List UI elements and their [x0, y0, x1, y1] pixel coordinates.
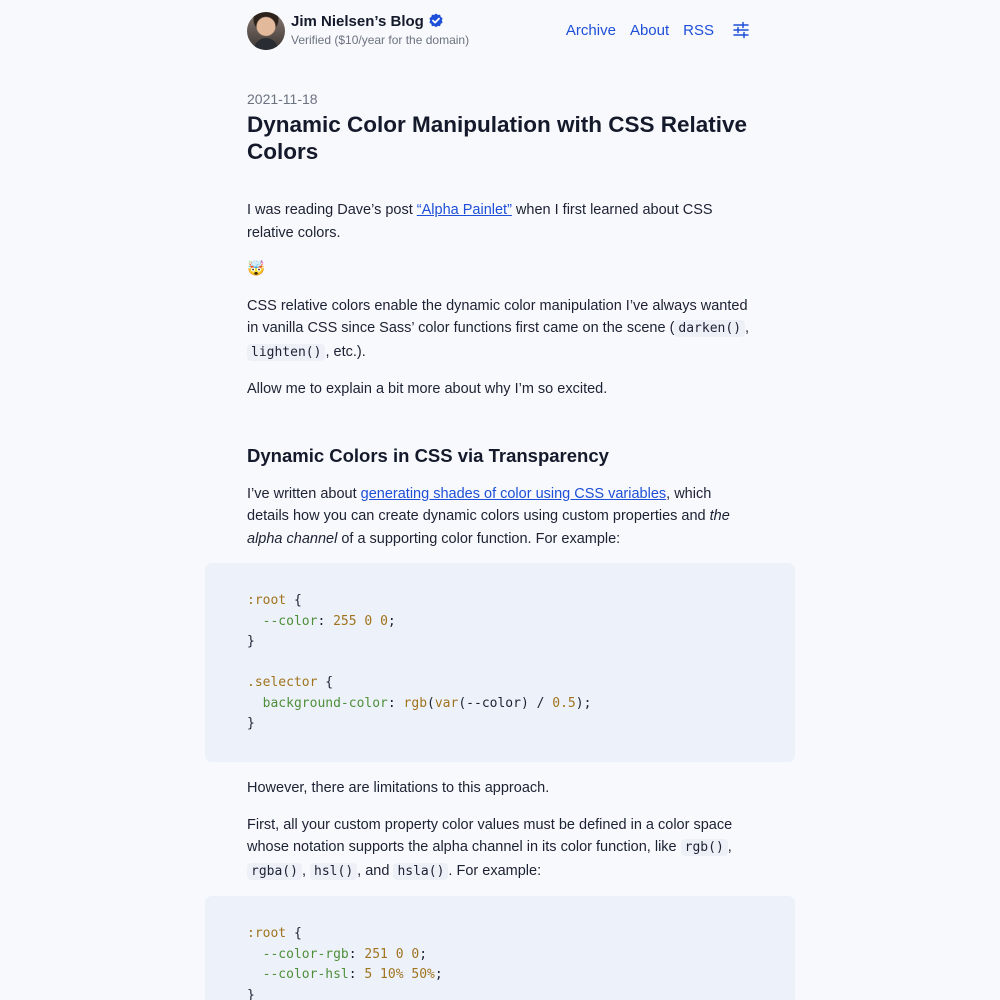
post-title: Dynamic Color Manipulation with CSS Relative Colors: [247, 112, 748, 164]
section-heading-transparency: Dynamic Colors in CSS via Transparency: [247, 444, 609, 466]
nav-about[interactable]: About: [629, 21, 670, 39]
paragraph-written-about: I’ve written about generating shades of color using CSS variables, which details how you can create dynamic colors using custom properties and the alpha channel of a supporting color function. For example:: [247, 485, 730, 547]
verified-badge-icon: [428, 13, 444, 29]
code-hsl: hsl(): [310, 863, 357, 880]
avatar[interactable]: [247, 12, 285, 50]
paragraph-relative-colors: CSS relative colors enable the dynamic color manipulation I’ve always wanted in vanilla CSS since Sass’ color functions first came on the scene ( darken() , lighten() , etc.).: [247, 297, 750, 360]
paragraph-limitations: However, there are limitations to this approach.: [247, 780, 550, 796]
nav-rss[interactable]: RSS: [683, 21, 714, 39]
site-title-text[interactable]: Jim Nielsen’s Blog: [291, 13, 424, 30]
code-rgba: rgba(): [247, 863, 302, 880]
code-hsla: hsla(): [393, 863, 448, 880]
site-header: [247, 12, 750, 50]
paragraph-first-all: First, all your custom property color values must be defined in a color space whose notation supports the alpha channel in its color function, like rgb() , rgba() , hsl() , and hsla() . For example:: [247, 816, 733, 879]
paragraph-intro: I was reading Dave’s post “Alpha Painlet” when I first learned about CSS relative colors.: [247, 202, 713, 241]
main-nav: [566, 21, 750, 39]
post-article: [247, 88, 750, 550]
alpha-painlet-link[interactable]: “Alpha Painlet”: [416, 202, 512, 218]
post-date: 2021-11-18: [247, 91, 318, 107]
code-lighten: lighten(): [247, 344, 325, 361]
shades-of-color-link[interactable]: generating shades of color using CSS variables: [360, 485, 667, 502]
code-block-color-spaces[interactable]: :root { --color-rgb: 251 0 0; --color-hsl: 5 10% 50%; }: [205, 896, 795, 1000]
code-darken: darken(): [674, 320, 745, 337]
settings-sliders-icon[interactable]: [732, 21, 750, 39]
nav-archive[interactable]: Archive: [565, 21, 616, 39]
site-subtitle: Verified ($10/year for the domain): [291, 33, 470, 47]
code-block-alpha[interactable]: :root { --color: 255 0 0; } .selector { background-color: rgb(var(--color) / 0.5); }: [205, 563, 795, 762]
site-title[interactable]: [291, 13, 444, 30]
mind-blown-emoji: 🤯: [247, 261, 266, 277]
post-continued: [247, 777, 750, 883]
paragraph-explain: Allow me to explain a bit more about why I’m so excited.: [247, 381, 608, 397]
code-rgb: rgb(): [681, 839, 728, 856]
